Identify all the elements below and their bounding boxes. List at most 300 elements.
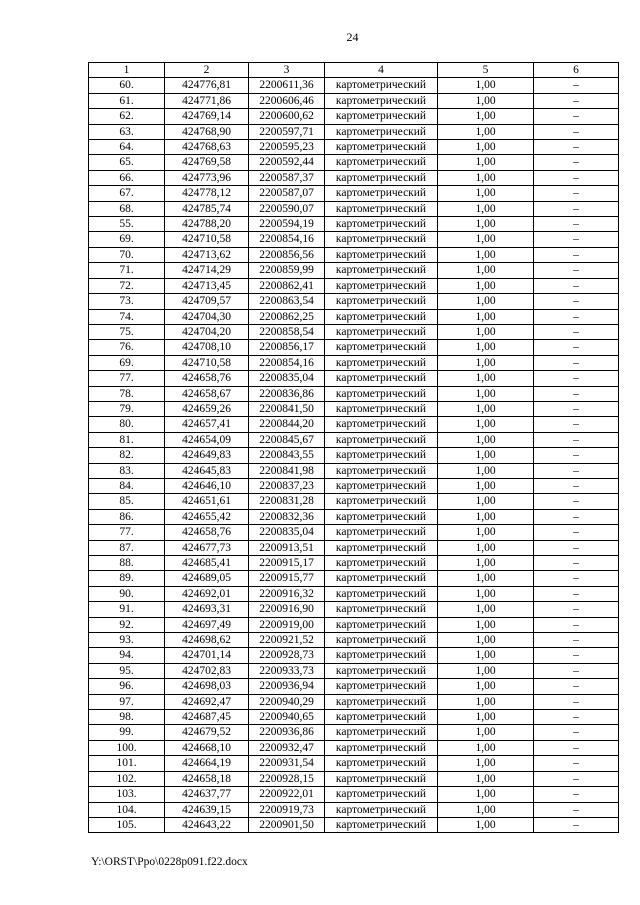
method-cell: картометрический xyxy=(325,232,438,247)
coordinate-y-cell: 2200858,54 xyxy=(249,324,325,339)
method-cell: картометрический xyxy=(325,756,438,771)
note-cell: – xyxy=(534,725,619,740)
coordinate-x-cell: 424639,15 xyxy=(165,802,249,817)
table-row xyxy=(89,432,619,447)
row-number-cell: 95. xyxy=(89,663,165,678)
precision-cell: 1,00 xyxy=(438,294,534,309)
method-cell: картометрический xyxy=(325,556,438,571)
coordinate-x-cell: 424659,26 xyxy=(165,401,249,416)
row-number-cell: 77. xyxy=(89,525,165,540)
row-number-cell: 61. xyxy=(89,93,165,108)
coordinate-x-cell: 424708,10 xyxy=(165,340,249,355)
precision-cell: 1,00 xyxy=(438,617,534,632)
row-number-cell: 70. xyxy=(89,247,165,262)
table-row xyxy=(89,710,619,725)
coordinate-y-cell: 2200835,04 xyxy=(249,525,325,540)
coordinate-y-cell: 2200854,16 xyxy=(249,232,325,247)
table-row xyxy=(89,247,619,262)
coordinate-x-cell: 424710,58 xyxy=(165,355,249,370)
table-row xyxy=(89,509,619,524)
coordinate-y-cell: 2200606,46 xyxy=(249,93,325,108)
coordinate-x-cell: 424658,76 xyxy=(165,525,249,540)
precision-cell: 1,00 xyxy=(438,355,534,370)
coordinate-x-cell: 424702,83 xyxy=(165,663,249,678)
coordinate-y-cell: 2200600,62 xyxy=(249,109,325,124)
coordinate-y-cell: 2200916,90 xyxy=(249,602,325,617)
table-row xyxy=(89,633,619,648)
method-cell: картометрический xyxy=(325,201,438,216)
row-number-cell: 88. xyxy=(89,556,165,571)
column-header: 5 xyxy=(438,63,534,78)
row-number-cell: 91. xyxy=(89,602,165,617)
table-row xyxy=(89,756,619,771)
coordinate-y-cell: 2200932,47 xyxy=(249,740,325,755)
coordinate-x-cell: 424651,61 xyxy=(165,494,249,509)
row-number-cell: 68. xyxy=(89,201,165,216)
table-row xyxy=(89,294,619,309)
coordinate-x-cell: 424788,20 xyxy=(165,217,249,232)
coordinate-x-cell: 424649,83 xyxy=(165,448,249,463)
table-row xyxy=(89,679,619,694)
table-row xyxy=(89,263,619,278)
method-cell: картометрический xyxy=(325,571,438,586)
method-cell: картометрический xyxy=(325,648,438,663)
table-row xyxy=(89,525,619,540)
row-number-cell: 72. xyxy=(89,278,165,293)
row-number-cell: 79. xyxy=(89,401,165,416)
table-row xyxy=(89,371,619,386)
row-number-cell: 69. xyxy=(89,355,165,370)
coordinate-y-cell: 2200913,51 xyxy=(249,540,325,555)
table-row xyxy=(89,124,619,139)
row-number-cell: 73. xyxy=(89,294,165,309)
precision-cell: 1,00 xyxy=(438,586,534,601)
coordinate-y-cell: 2200837,23 xyxy=(249,478,325,493)
coordinate-x-cell: 424697,49 xyxy=(165,617,249,632)
coordinate-y-cell: 2200940,65 xyxy=(249,710,325,725)
precision-cell: 1,00 xyxy=(438,247,534,262)
note-cell: – xyxy=(534,633,619,648)
method-cell: картометрический xyxy=(325,494,438,509)
coordinate-x-cell: 424773,96 xyxy=(165,170,249,185)
coordinate-y-cell: 2200919,00 xyxy=(249,617,325,632)
table-row xyxy=(89,694,619,709)
coordinate-y-cell: 2200940,29 xyxy=(249,694,325,709)
row-number-cell: 100. xyxy=(89,740,165,755)
row-number-cell: 87. xyxy=(89,540,165,555)
method-cell: картометрический xyxy=(325,525,438,540)
precision-cell: 1,00 xyxy=(438,201,534,216)
row-number-cell: 60. xyxy=(89,78,165,93)
note-cell: – xyxy=(534,740,619,755)
coordinate-x-cell: 424778,12 xyxy=(165,186,249,201)
precision-cell: 1,00 xyxy=(438,509,534,524)
note-cell: – xyxy=(534,109,619,124)
method-cell: картометрический xyxy=(325,463,438,478)
method-cell: картометрический xyxy=(325,586,438,601)
method-cell: картометрический xyxy=(325,294,438,309)
table-row xyxy=(89,617,619,632)
coordinate-y-cell: 2200854,16 xyxy=(249,355,325,370)
note-cell: – xyxy=(534,679,619,694)
coordinate-x-cell: 424655,42 xyxy=(165,509,249,524)
coordinate-x-cell: 424657,41 xyxy=(165,417,249,432)
method-cell: картометрический xyxy=(325,509,438,524)
coordinate-x-cell: 424679,52 xyxy=(165,725,249,740)
note-cell: – xyxy=(534,232,619,247)
coordinate-y-cell: 2200901,50 xyxy=(249,817,325,832)
precision-cell: 1,00 xyxy=(438,263,534,278)
table-row xyxy=(89,340,619,355)
precision-cell: 1,00 xyxy=(438,432,534,447)
coordinate-y-cell: 2200931,54 xyxy=(249,756,325,771)
precision-cell: 1,00 xyxy=(438,771,534,786)
coordinate-y-cell: 2200831,28 xyxy=(249,494,325,509)
row-number-cell: 104. xyxy=(89,802,165,817)
precision-cell: 1,00 xyxy=(438,170,534,185)
precision-cell: 1,00 xyxy=(438,417,534,432)
precision-cell: 1,00 xyxy=(438,217,534,232)
table-row xyxy=(89,463,619,478)
table-row xyxy=(89,232,619,247)
coordinate-y-cell: 2200859,99 xyxy=(249,263,325,278)
note-cell: – xyxy=(534,294,619,309)
method-cell: картометрический xyxy=(325,263,438,278)
coordinate-y-cell: 2200845,67 xyxy=(249,432,325,447)
row-number-cell: 78. xyxy=(89,386,165,401)
precision-cell: 1,00 xyxy=(438,710,534,725)
table-row xyxy=(89,478,619,493)
method-cell: картометрический xyxy=(325,155,438,170)
coordinate-y-cell: 2200595,23 xyxy=(249,140,325,155)
coordinate-y-cell: 2200862,25 xyxy=(249,309,325,324)
note-cell: – xyxy=(534,263,619,278)
note-cell: – xyxy=(534,771,619,786)
table-row xyxy=(89,309,619,324)
coordinate-y-cell: 2200841,98 xyxy=(249,463,325,478)
note-cell: – xyxy=(534,124,619,139)
row-number-cell: 92. xyxy=(89,617,165,632)
coordinate-x-cell: 424654,09 xyxy=(165,432,249,447)
note-cell: – xyxy=(534,694,619,709)
precision-cell: 1,00 xyxy=(438,371,534,386)
note-cell: – xyxy=(534,386,619,401)
precision-cell: 1,00 xyxy=(438,725,534,740)
method-cell: картометрический xyxy=(325,324,438,339)
note-cell: – xyxy=(534,525,619,540)
row-number-cell: 71. xyxy=(89,263,165,278)
precision-cell: 1,00 xyxy=(438,232,534,247)
method-cell: картометрический xyxy=(325,247,438,262)
coordinate-x-cell: 424689,05 xyxy=(165,571,249,586)
method-cell: картометрический xyxy=(325,371,438,386)
coordinate-y-cell: 2200928,73 xyxy=(249,648,325,663)
precision-cell: 1,00 xyxy=(438,386,534,401)
coordinate-x-cell: 424687,45 xyxy=(165,710,249,725)
row-number-cell: 80. xyxy=(89,417,165,432)
precision-cell: 1,00 xyxy=(438,93,534,108)
row-number-cell: 76. xyxy=(89,340,165,355)
row-number-cell: 84. xyxy=(89,478,165,493)
table-row xyxy=(89,802,619,817)
table-row xyxy=(89,725,619,740)
note-cell: – xyxy=(534,93,619,108)
column-header: 2 xyxy=(165,63,249,78)
precision-cell: 1,00 xyxy=(438,679,534,694)
coordinate-x-cell: 424709,57 xyxy=(165,294,249,309)
method-cell: картометрический xyxy=(325,401,438,416)
precision-cell: 1,00 xyxy=(438,802,534,817)
table-row xyxy=(89,448,619,463)
note-cell: – xyxy=(534,448,619,463)
coordinate-y-cell: 2200597,71 xyxy=(249,124,325,139)
row-number-cell: 102. xyxy=(89,771,165,786)
precision-cell: 1,00 xyxy=(438,478,534,493)
coordinate-x-cell: 424704,30 xyxy=(165,309,249,324)
coordinate-y-cell: 2200587,07 xyxy=(249,186,325,201)
page-number: 24 xyxy=(346,30,359,44)
coordinate-x-cell: 424685,41 xyxy=(165,556,249,571)
method-cell: картометрический xyxy=(325,386,438,401)
coordinate-x-cell: 424701,14 xyxy=(165,648,249,663)
method-cell: картометрический xyxy=(325,787,438,802)
coordinate-y-cell: 2200843,55 xyxy=(249,448,325,463)
row-number-cell: 85. xyxy=(89,494,165,509)
column-header: 1 xyxy=(89,63,165,78)
note-cell: – xyxy=(534,309,619,324)
method-cell: картометрический xyxy=(325,725,438,740)
coordinate-y-cell: 2200922,01 xyxy=(249,787,325,802)
method-cell: картометрический xyxy=(325,78,438,93)
row-number-cell: 81. xyxy=(89,432,165,447)
row-number-cell: 90. xyxy=(89,586,165,601)
row-number-cell: 55. xyxy=(89,217,165,232)
coordinate-x-cell: 424646,10 xyxy=(165,478,249,493)
note-cell: – xyxy=(534,170,619,185)
precision-cell: 1,00 xyxy=(438,109,534,124)
row-number-cell: 89. xyxy=(89,571,165,586)
note-cell: – xyxy=(534,432,619,447)
coordinate-y-cell: 2200936,94 xyxy=(249,679,325,694)
precision-cell: 1,00 xyxy=(438,401,534,416)
coordinate-x-cell: 424658,67 xyxy=(165,386,249,401)
precision-cell: 1,00 xyxy=(438,324,534,339)
note-cell: – xyxy=(534,802,619,817)
note-cell: – xyxy=(534,401,619,416)
table-row xyxy=(89,201,619,216)
coordinate-y-cell: 2200919,73 xyxy=(249,802,325,817)
table-row xyxy=(89,401,619,416)
table-row xyxy=(89,217,619,232)
table-row xyxy=(89,740,619,755)
precision-cell: 1,00 xyxy=(438,817,534,832)
coordinate-y-cell: 2200862,41 xyxy=(249,278,325,293)
method-cell: картометрический xyxy=(325,278,438,293)
row-number-cell: 93. xyxy=(89,633,165,648)
precision-cell: 1,00 xyxy=(438,155,534,170)
row-number-cell: 65. xyxy=(89,155,165,170)
row-number-cell: 75. xyxy=(89,324,165,339)
table-row xyxy=(89,355,619,370)
method-cell: картометрический xyxy=(325,124,438,139)
coordinates-table xyxy=(88,62,619,833)
coordinate-x-cell: 424637,77 xyxy=(165,787,249,802)
table-row xyxy=(89,93,619,108)
row-number-cell: 64. xyxy=(89,140,165,155)
method-cell: картометрический xyxy=(325,109,438,124)
note-cell: – xyxy=(534,571,619,586)
row-number-cell: 105. xyxy=(89,817,165,832)
coordinate-x-cell: 424698,62 xyxy=(165,633,249,648)
row-number-cell: 62. xyxy=(89,109,165,124)
row-number-cell: 103. xyxy=(89,787,165,802)
table-row xyxy=(89,787,619,802)
method-cell: картометрический xyxy=(325,140,438,155)
method-cell: картометрический xyxy=(325,309,438,324)
note-cell: – xyxy=(534,787,619,802)
row-number-cell: 101. xyxy=(89,756,165,771)
precision-cell: 1,00 xyxy=(438,633,534,648)
row-number-cell: 98. xyxy=(89,710,165,725)
coordinate-x-cell: 424713,45 xyxy=(165,278,249,293)
method-cell: картометрический xyxy=(325,217,438,232)
precision-cell: 1,00 xyxy=(438,124,534,139)
coordinate-x-cell: 424664,19 xyxy=(165,756,249,771)
coordinate-y-cell: 2200915,17 xyxy=(249,556,325,571)
table-row xyxy=(89,602,619,617)
coordinate-x-cell: 424658,76 xyxy=(165,371,249,386)
coordinate-y-cell: 2200587,37 xyxy=(249,170,325,185)
footer-file-path: Y:\ORST\Ppo\0228p091.f22.docx xyxy=(91,856,248,868)
note-cell: – xyxy=(534,586,619,601)
coordinate-x-cell: 424771,86 xyxy=(165,93,249,108)
coordinate-x-cell: 424698,03 xyxy=(165,679,249,694)
precision-cell: 1,00 xyxy=(438,463,534,478)
method-cell: картометрический xyxy=(325,663,438,678)
precision-cell: 1,00 xyxy=(438,278,534,293)
table-body xyxy=(89,78,619,833)
method-cell: картометрический xyxy=(325,432,438,447)
coordinate-x-cell: 424658,18 xyxy=(165,771,249,786)
row-number-cell: 74. xyxy=(89,309,165,324)
note-cell: – xyxy=(534,556,619,571)
coordinate-y-cell: 2200916,32 xyxy=(249,586,325,601)
precision-cell: 1,00 xyxy=(438,740,534,755)
column-header: 4 xyxy=(325,63,438,78)
table-header-row xyxy=(89,63,619,78)
coordinate-y-cell: 2200936,86 xyxy=(249,725,325,740)
precision-cell: 1,00 xyxy=(438,448,534,463)
method-cell: картометрический xyxy=(325,710,438,725)
coordinate-y-cell: 2200844,20 xyxy=(249,417,325,432)
precision-cell: 1,00 xyxy=(438,756,534,771)
coordinate-y-cell: 2200863,54 xyxy=(249,294,325,309)
precision-cell: 1,00 xyxy=(438,571,534,586)
precision-cell: 1,00 xyxy=(438,694,534,709)
row-number-cell: 97. xyxy=(89,694,165,709)
coordinate-y-cell: 2200921,52 xyxy=(249,633,325,648)
coordinate-y-cell: 2200856,56 xyxy=(249,247,325,262)
note-cell: – xyxy=(534,509,619,524)
row-number-cell: 69. xyxy=(89,232,165,247)
method-cell: картометрический xyxy=(325,817,438,832)
row-number-cell: 66. xyxy=(89,170,165,185)
note-cell: – xyxy=(534,756,619,771)
note-cell: – xyxy=(534,648,619,663)
note-cell: – xyxy=(534,278,619,293)
precision-cell: 1,00 xyxy=(438,186,534,201)
table-row xyxy=(89,386,619,401)
method-cell: картометрический xyxy=(325,478,438,493)
method-cell: картометрический xyxy=(325,617,438,632)
note-cell: – xyxy=(534,478,619,493)
coordinate-x-cell: 424769,58 xyxy=(165,155,249,170)
note-cell: – xyxy=(534,324,619,339)
precision-cell: 1,00 xyxy=(438,78,534,93)
note-cell: – xyxy=(534,663,619,678)
table-row xyxy=(89,109,619,124)
note-cell: – xyxy=(534,340,619,355)
method-cell: картометрический xyxy=(325,740,438,755)
note-cell: – xyxy=(534,201,619,216)
note-cell: – xyxy=(534,155,619,170)
coordinate-x-cell: 424693,31 xyxy=(165,602,249,617)
precision-cell: 1,00 xyxy=(438,309,534,324)
table-row xyxy=(89,771,619,786)
note-cell: – xyxy=(534,602,619,617)
table-row xyxy=(89,78,619,93)
note-cell: – xyxy=(534,217,619,232)
table-row xyxy=(89,663,619,678)
table-row xyxy=(89,278,619,293)
precision-cell: 1,00 xyxy=(438,663,534,678)
coordinate-x-cell: 424692,01 xyxy=(165,586,249,601)
method-cell: картометрический xyxy=(325,771,438,786)
table-row xyxy=(89,586,619,601)
coordinate-y-cell: 2200835,04 xyxy=(249,371,325,386)
method-cell: картометрический xyxy=(325,448,438,463)
method-cell: картометрический xyxy=(325,417,438,432)
coordinate-y-cell: 2200594,19 xyxy=(249,217,325,232)
row-number-cell: 67. xyxy=(89,186,165,201)
table-row xyxy=(89,155,619,170)
note-cell: – xyxy=(534,540,619,555)
row-number-cell: 82. xyxy=(89,448,165,463)
precision-cell: 1,00 xyxy=(438,648,534,663)
coordinate-x-cell: 424645,83 xyxy=(165,463,249,478)
row-number-cell: 83. xyxy=(89,463,165,478)
coordinate-y-cell: 2200592,44 xyxy=(249,155,325,170)
note-cell: – xyxy=(534,140,619,155)
coordinate-x-cell: 424704,20 xyxy=(165,324,249,339)
precision-cell: 1,00 xyxy=(438,787,534,802)
precision-cell: 1,00 xyxy=(438,602,534,617)
row-number-cell: 99. xyxy=(89,725,165,740)
coordinate-x-cell: 424643,22 xyxy=(165,817,249,832)
table-row xyxy=(89,648,619,663)
table-row xyxy=(89,324,619,339)
coordinate-x-cell: 424768,90 xyxy=(165,124,249,139)
row-number-cell: 77. xyxy=(89,371,165,386)
coordinate-y-cell: 2200928,15 xyxy=(249,771,325,786)
method-cell: картометрический xyxy=(325,802,438,817)
coordinate-y-cell: 2200856,17 xyxy=(249,340,325,355)
row-number-cell: 86. xyxy=(89,509,165,524)
row-number-cell: 94. xyxy=(89,648,165,663)
coordinate-x-cell: 424692,47 xyxy=(165,694,249,709)
method-cell: картометрический xyxy=(325,186,438,201)
note-cell: – xyxy=(534,247,619,262)
